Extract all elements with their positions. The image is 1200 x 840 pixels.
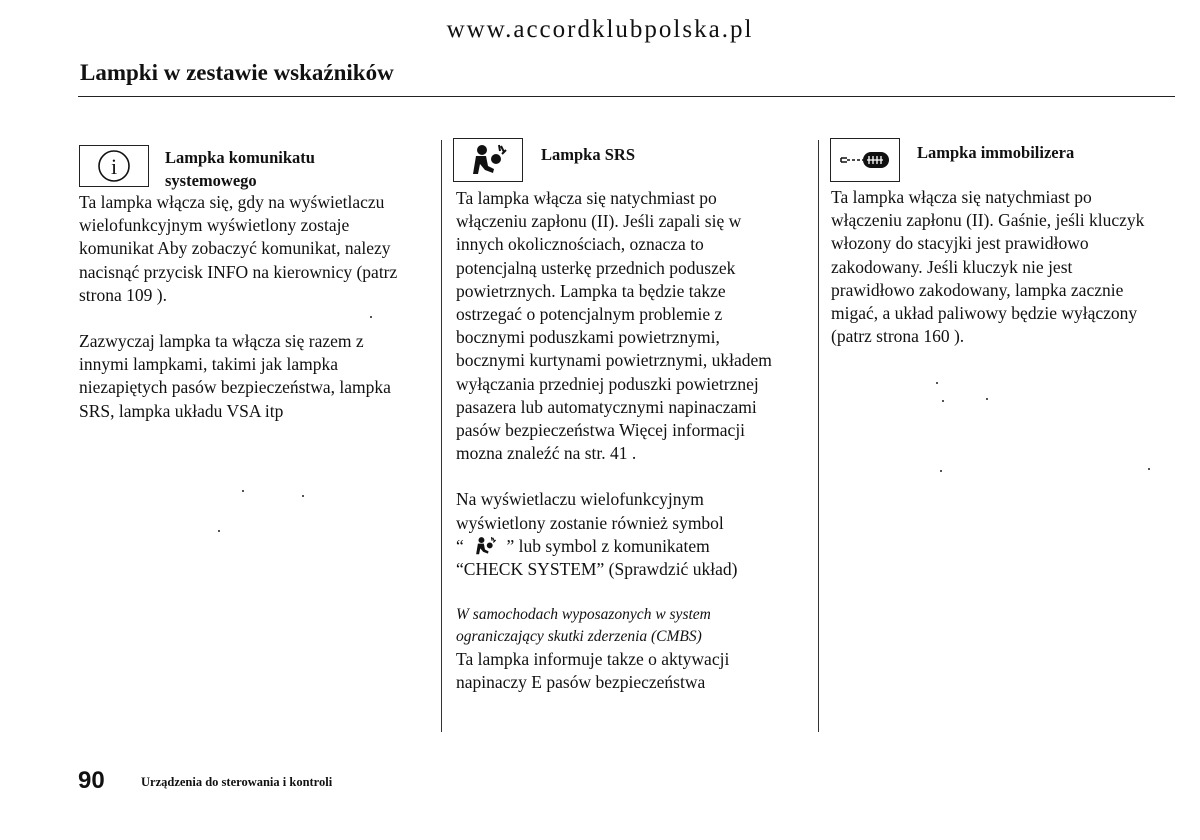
chapter-title: Urządzenia do sterowania i kontroli [141, 775, 333, 789]
heading-line: systemowego [165, 171, 257, 190]
heading-system-message [165, 146, 315, 192]
scan-speck [218, 530, 220, 532]
body-line: bocznymi kurtynami powietrznymi, układem [456, 350, 772, 371]
column-immobilizer [831, 186, 1144, 348]
body-line: komunikat Aby zobaczyć komunikat, nalezy [79, 238, 391, 259]
body-line: Zazwyczaj lampka ta włącza się razem z [79, 331, 364, 352]
title-underline [78, 96, 1175, 97]
body-line: “CHECK SYSTEM” (Sprawdzić układ) [456, 559, 738, 580]
svg-text:i: i [110, 154, 118, 179]
scan-speck [302, 495, 304, 497]
scan-speck [370, 316, 372, 318]
body-line: strona 109 ). [79, 284, 167, 305]
body-line: SRS, lampka układu VSA itp [79, 400, 284, 421]
heading-line: Lampka komunikatu [165, 148, 315, 167]
body-line: ostrzegać o potencjalnym problemie z [456, 304, 723, 325]
body-line: migać, a układ paliwowy będzie wyłączony [831, 303, 1138, 324]
body-line: (patrz strona 160 ). [831, 326, 965, 347]
body-line: włozony do stacyjki jest prawidłowo [831, 233, 1089, 254]
body-line: zakodowany. Jeśli kluczyk nie jest [831, 256, 1073, 277]
body-line: pasów bezpieczeństwa Więcej informacji [456, 420, 746, 441]
website-url: www.accordklubpolska.pl [446, 16, 754, 43]
column-divider [818, 140, 819, 732]
airbag-person-icon [472, 535, 498, 557]
body-line: Ta lampka włącza się natychmiast po [456, 188, 717, 208]
body-line: Na wyświetlaczu wielofunkcyjnym [456, 489, 704, 510]
symbol-line [456, 535, 772, 558]
body-line: pasazera lub automatycznymi napinaczami [456, 396, 757, 417]
italic-line: W samochodach wyposazonych w system [456, 606, 711, 624]
body-line: innych okolicznościach, oznacza to [456, 234, 704, 255]
section-title: Lampki w zestawie wskaźników [80, 60, 394, 85]
body-line: wielofunkcyjnym wyświetlony zostaje [79, 215, 350, 236]
column-system-message [79, 191, 397, 423]
heading-srs [541, 143, 635, 166]
italic-line: ograniczający skutki zderzenia (CMBS) [456, 628, 702, 646]
srs-icon-box [453, 138, 523, 182]
body-line: Ta lampka włącza się, gdy na wyświetlaczu [79, 192, 385, 212]
scan-speck [936, 382, 938, 384]
column-divider [441, 140, 442, 732]
body-line: innymi lampkami, takimi jak lampka [79, 354, 339, 375]
heading-line: Lampka SRS [541, 145, 635, 164]
body-line: nacisnąć przycisk INFO na kierownicy (patrz [79, 261, 398, 282]
scan-speck [986, 398, 988, 400]
body-line: wyświetlony zostanie również symbol [456, 512, 724, 533]
heading-immobilizer [917, 141, 1074, 164]
body-line: bocznymi poduszkami powietrznymi, [456, 327, 720, 348]
column-srs [456, 187, 772, 695]
body-line: włączeniu zapłonu (II). Gaśnie, jeśli kluczyk [831, 210, 1145, 231]
body-line: Ta lampka informuje takze o aktywacji [456, 649, 730, 670]
body-line: wyłączania przedniej poduszki powietrznej [456, 373, 759, 394]
body-line: Ta lampka włącza się natychmiast po [831, 187, 1092, 207]
close-quote-text: ” lub symbol z komunikatem [506, 535, 710, 556]
immobilizer-key-icon [837, 146, 893, 174]
scan-speck [1148, 468, 1150, 470]
immobilizer-icon-box [830, 138, 900, 182]
info-icon [94, 148, 134, 184]
airbag-person-icon [466, 142, 510, 178]
body-line: włączeniu zapłonu (II). Jeśli zapali się w [456, 211, 742, 232]
body-line: napinaczy E pasów bezpieczeństwa [456, 672, 706, 693]
body-line: powietrznych. Lampka ta będzie takze [456, 280, 726, 301]
scan-speck [242, 490, 244, 492]
info-icon-box [79, 145, 149, 187]
body-line: potencjalną usterkę przednich poduszek [456, 257, 736, 278]
body-line: prawidłowo zakodowany, lampka zacznie [831, 279, 1124, 300]
body-line: mozna znaleźć na str. 41 . [456, 443, 637, 464]
heading-line: Lampka immobilizera [917, 143, 1075, 162]
body-line: niezapiętych pasów bezpieczeństwa, lampka [79, 377, 391, 398]
open-quote: “ [456, 535, 464, 556]
scan-speck [942, 400, 944, 402]
page-number: 90 [78, 767, 105, 794]
scan-speck [940, 470, 942, 472]
